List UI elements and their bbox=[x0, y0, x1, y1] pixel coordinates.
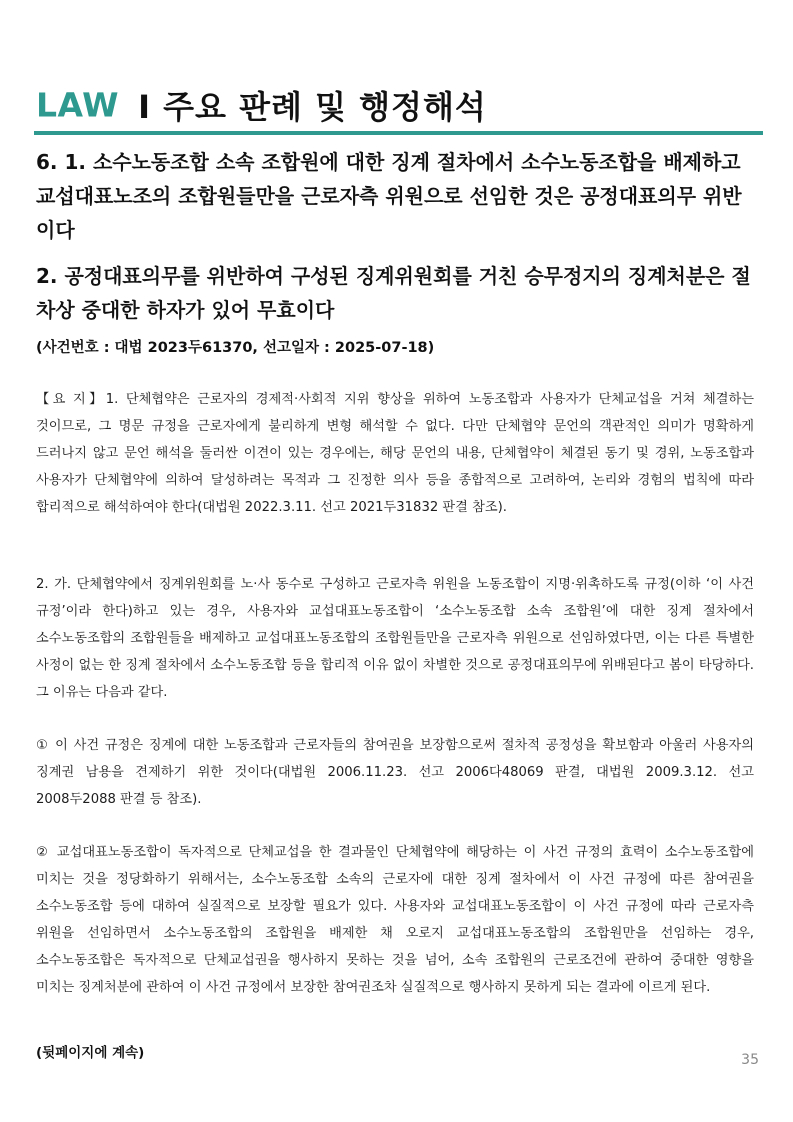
continued-note: (뒷페이지에 계속) bbox=[36, 1045, 145, 1061]
header-divider bbox=[34, 131, 763, 135]
headline-2: 2. 공정대표의무를 위반하여 구성된 징계위원회를 거친 승무정지의 징계처분은 절차상 중대한 하자가 있어 무효이다 bbox=[36, 264, 751, 322]
section-label: LAW bbox=[36, 85, 119, 125]
summary-paragraph-4: ② 교섭대표노동조합이 독자적으로 단체교섭을 한 결과물인 단체협약에 해당하는 이 사건 규정의 효력이 소수노동조합에 미치는 것을 정당화하기 위해서는, 소수노동조합 소속의 근로자에 대한 징계 절차에서 이 사건 규정에 따른 참여권을 소수노동조합 등에 대하여 실질적으로 보장할 필요가 있다. 사용자와 교섭대표노동조합이 이 사건 규정에 따라 근로자측 위원을 선임하면서 소수노동조합의 조합원을 배제한 채 오로지 교섭대표노동조합의 조합원만을 선임하는 경우, 소수노동조합은 독자적으로 단체교섭권을 행사하지 못하는 것을 넘어, 소속 조합원의 근로조건에 관하여 중대한 영향을 미치는 징계처분에 관하여 이 사건 규정에서 보장한 참여권조차 실질적으로 행사하지 못하게 되는 결과에 이르게 된다. bbox=[36, 845, 754, 995]
section-header bbox=[36, 82, 487, 132]
summary-paragraph-1: 【요 지】1. 단체협약은 근로자의 경제적·사회적 지위 향상을 위하여 노동조합과 사용자가 단체교섭을 거쳐 체결하는 것이므로, 그 명문 규정을 근로자에게 불리하게 변형 해석할 수 없다. 다만 단체협약 문언의 객관적인 의미가 명확하게 드러나지 않고 문언 해석을 둘러싼 이견이 있는 경우에는, 해당 문언의 내용, 단체협약이 체결된 동기 및 경위, 노동조합과 사용자가 단체협약에 의하여 달성하려는 목적과 그 진정한 의사 등을 종합적으로 고려하여, 논리와 경험의 법칙에 따라 합리적으로 해석하여야 한다(대법원 2022.3.11. 선고 2021두31832 판결 참조). bbox=[36, 392, 754, 515]
summary-paragraph-3: ① 이 사건 규정은 징계에 대한 노동조합과 근로자들의 참여권을 보장함으로써 절차적 공정성을 확보함과 아울러 사용자의 징계권 남용을 견제하기 위한 것이다(대법원 2006.11.23. 선고 2006다48069 판결, 대법원 2009.3.12. 선고 2008두2088 판결 등 참조). bbox=[36, 738, 754, 807]
page-number: 35 bbox=[741, 1052, 759, 1068]
case-info: (사건번호 : 대법 2023두61370, 선고일자 : 2025-07-18) bbox=[36, 340, 435, 356]
headline-1: 6. 1. 소수노동조합 소속 조합원에 대한 징계 절차에서 소수노동조합을 배제하고 교섭대표노조의 조합원들만을 근로자측 위원으로 선임한 것은 공정대표의무 위반이다 bbox=[36, 150, 742, 242]
page-title: I 주요 판례 및 행정해석 bbox=[138, 88, 487, 126]
summary-paragraph-2: 2. 가. 단체협약에서 징계위원회를 노·사 동수로 구성하고 근로자측 위원을 노동조합이 지명·위촉하도록 규정(이하 ‘이 사건 규정’이라 한다)하고 있는 경우, 사용자와 교섭대표노동조합이 ‘소수노동조합 소속 조합원’에 대한 징계 절차에서 소수노동조합의 조합원들을 배제하고 교섭대표노동조합의 조합원들만을 근로자측 위원으로 선임하였다면, 이는 다른 특별한 사정이 없는 한 징계 절차에서 소수노동조합 등을 합리적 이유 없이 차별한 것으로 공정대표의무에 위배된다고 봄이 타당하다. 그 이유는 다음과 같다. bbox=[36, 577, 754, 700]
